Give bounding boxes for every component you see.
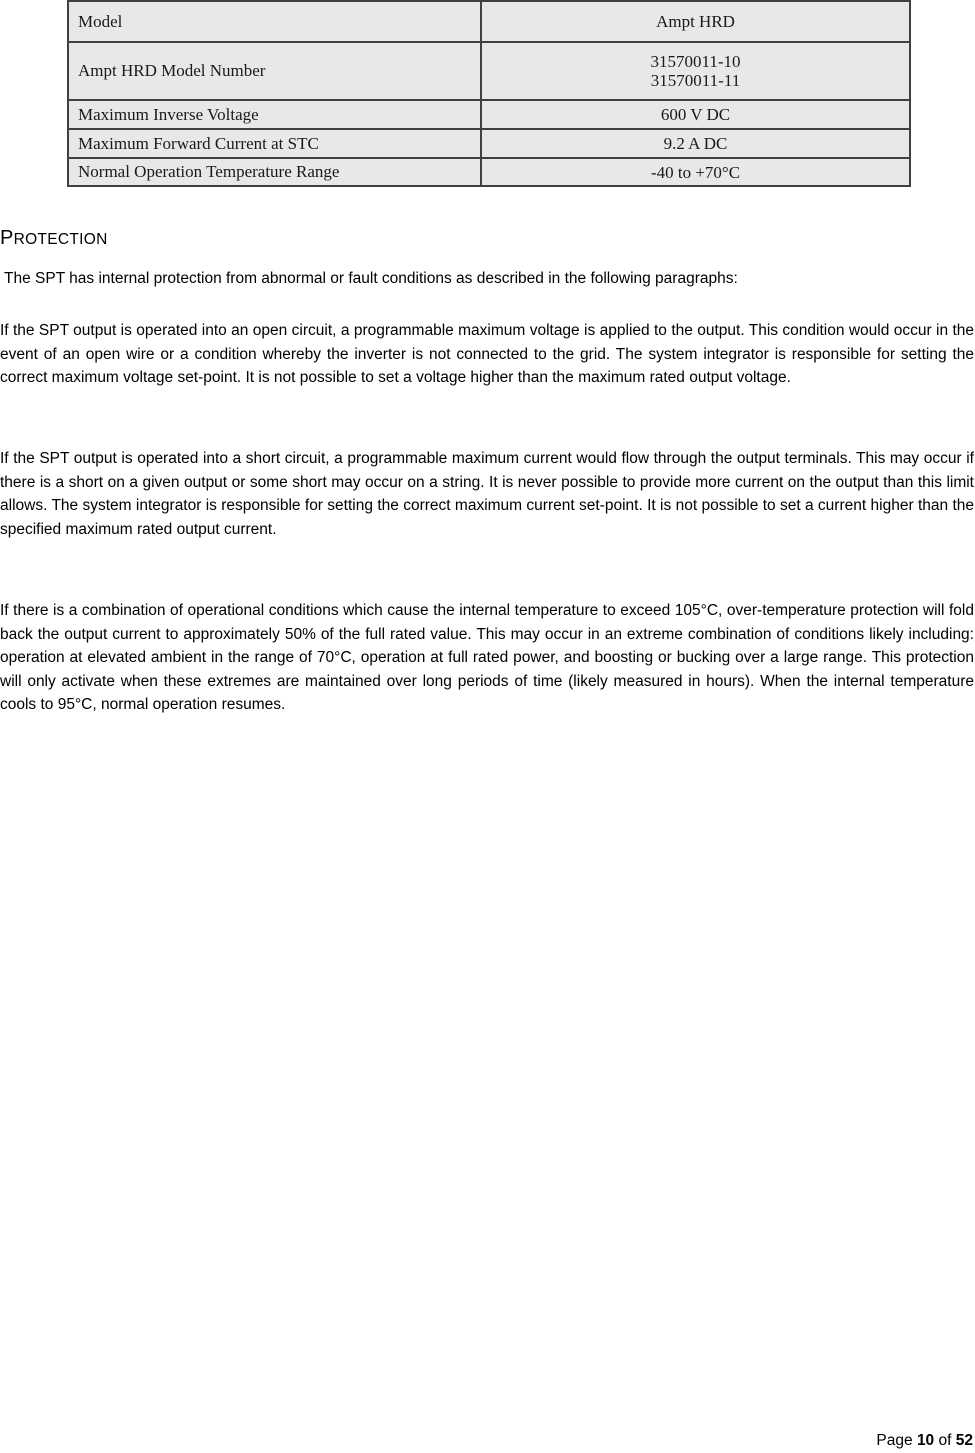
table-cell-label: Normal Operation Temperature Range [68,158,481,186]
spec-table [67,0,911,187]
page-word: Page [876,1432,913,1449]
table-cell-value [481,100,910,129]
heading-rest: ROTECTION [13,231,108,248]
table-row [68,158,910,186]
page-footer [876,1432,973,1450]
table-cell-value [481,1,910,42]
table-row [68,129,910,158]
intro-paragraph: The SPT has internal protection from abnormal or fault conditions as described in the following paragraphs: [4,270,738,287]
table-cell-value [481,129,910,158]
heading-initial: P [0,227,14,249]
table-cell-label: Model [68,1,481,42]
table-cell-label: Ampt HRD Model Number [68,42,481,100]
page-total: 52 [955,1432,973,1449]
open-circuit-paragraph: If the SPT output is operated into an open circuit, a programmable maximum voltage is applied to the output. This condition would occur in the event of an open wire or a condition whereby the inverter is not connected to the grid. The system integrator is responsible for setting the correct maximum voltage set-point. It is not possible to set a voltage higher than the maximum rated output voltage. [0,322,974,387]
table-cell-label: Maximum Forward Current at STC [68,129,481,158]
table-row [68,100,910,129]
short-circuit-paragraph: If the SPT output is operated into a short circuit, a programmable maximum current would flow through the output terminals. This may occur if there is a short on a given output or some short may occur on a string. It is never possible to provide more current on the output than this limit allows. The system integrator is responsible for setting the correct maximum current set-point. It is not possible to set a current higher than the specified maximum rated output current. [0,450,974,538]
value-line: -40 to +70°C [650,162,741,182]
table-cell-value [481,42,910,100]
table-row [68,1,910,42]
table-row [68,42,910,100]
table-cell-value [481,158,910,186]
value-line: Ampt HRD [656,12,735,31]
over-temperature-paragraph: If there is a combination of operational conditions which cause the internal temperature to exceed 105°C, over-temperature protection will fold back the output current to approximately 50% of the full rated value. This may occur in an extreme combination of conditions likely including: operation at elevated ambient in the range of 70°C, operation at full rated power, and boosting or bucking over a large range. This protection will only activate when these extremes are maintained over long periods of time (likely measured in hours). When the internal temperature cools to 95°C, normal operation resumes. [0,602,974,714]
value-line: 9.2 A DC [663,134,728,153]
value-line: 31570011-10 [650,52,741,71]
of-word: of [938,1432,952,1449]
section-heading [0,227,108,250]
value-line: 600 V DC [660,105,731,124]
page-number: 10 [916,1432,935,1449]
table-cell-label: Maximum Inverse Voltage [68,100,481,129]
value-line: 31570011-11 [650,71,741,90]
